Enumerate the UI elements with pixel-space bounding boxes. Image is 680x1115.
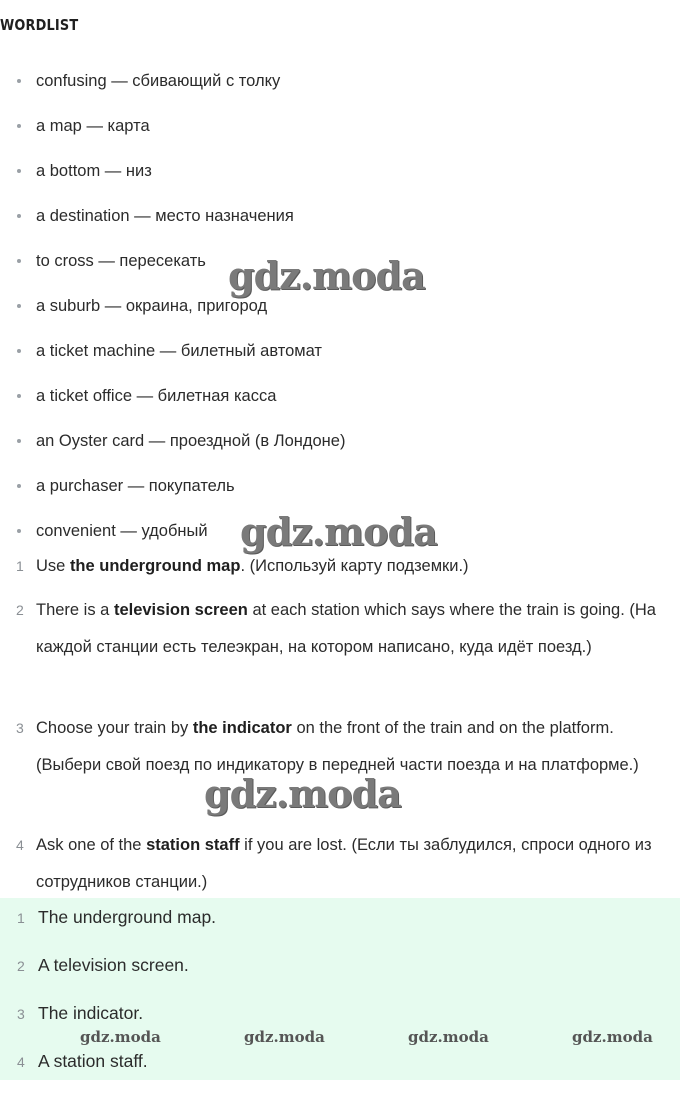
step-number: 4 xyxy=(16,837,24,853)
step-item xyxy=(0,592,680,702)
answer-text: A television screen. xyxy=(38,955,189,975)
key-phrase: the indicator xyxy=(192,719,292,737)
watermark: gdz.moda xyxy=(204,771,401,816)
watermark: gdz.moda xyxy=(228,253,425,298)
watermark: gdz.moda xyxy=(244,1028,325,1046)
bullet-icon xyxy=(17,349,21,353)
list-item xyxy=(0,159,680,183)
word-entry: an Oyster card — проездной (в Лондоне) xyxy=(36,432,346,450)
bullet-icon xyxy=(17,169,21,173)
word-entry: a suburb — окраина, пригород xyxy=(36,297,268,315)
bullet-icon xyxy=(17,439,21,443)
answer-number: 4 xyxy=(17,1054,25,1070)
word-entry: confusing — сбивающий с толку xyxy=(36,72,281,90)
answer-number: 2 xyxy=(17,958,25,974)
step-number: 3 xyxy=(16,720,24,736)
key-phrase: the underground map xyxy=(69,557,241,575)
answer-text: A station staff. xyxy=(38,1051,148,1071)
list-item xyxy=(0,384,680,408)
wordlist-heading: WORDLIST xyxy=(0,16,79,34)
step-text: Use the underground map. (Используй карту подземки.) xyxy=(36,557,469,575)
watermark: gdz.moda xyxy=(408,1028,489,1046)
list-item xyxy=(0,429,680,453)
list-item xyxy=(0,474,680,498)
step-number: 2 xyxy=(16,602,24,618)
bullet-icon xyxy=(17,79,21,83)
word-entry: convenient — удобный xyxy=(36,522,208,540)
step-item xyxy=(0,827,680,900)
watermark: gdz.moda xyxy=(80,1028,161,1046)
word-entry: a ticket machine — билетный автомат xyxy=(36,342,322,360)
key-phrase: station staff xyxy=(146,836,240,854)
step-number: 1 xyxy=(16,558,24,574)
list-item xyxy=(0,114,680,138)
step-text: Ask one of the station staff if you are lost. (Если ты заблудился, спроси одного из сотрудников станции.) xyxy=(36,836,652,891)
bullet-icon xyxy=(17,484,21,488)
answer-row xyxy=(0,950,680,980)
watermark: gdz.moda xyxy=(572,1028,653,1046)
list-item xyxy=(0,204,680,228)
answers-panel xyxy=(0,898,680,1080)
word-entry: a destination — место назначения xyxy=(36,207,294,225)
answer-row xyxy=(0,998,680,1028)
answer-number: 1 xyxy=(17,910,25,926)
answer-text: The indicator. xyxy=(38,1003,144,1023)
list-item xyxy=(0,339,680,363)
word-entry: a bottom — низ xyxy=(36,162,152,180)
word-entry: a purchaser — покупатель xyxy=(36,477,235,495)
answer-row xyxy=(0,1046,680,1076)
answer-row xyxy=(0,902,680,932)
answer-text: The underground map. xyxy=(38,907,217,927)
word-entry: a ticket office — билетная касса xyxy=(36,387,277,405)
key-phrase: television screen xyxy=(113,601,248,619)
bullet-icon xyxy=(17,529,21,533)
bullet-icon xyxy=(17,214,21,218)
bullet-icon xyxy=(17,124,21,128)
word-entry: a map — карта xyxy=(36,117,150,135)
word-entry: to cross — пересекать xyxy=(36,252,206,270)
bullet-icon xyxy=(17,304,21,308)
bullet-icon xyxy=(17,394,21,398)
step-text: There is a television screen at each station which says where the train is going. (На каждой станции есть телеэкран, на котором написано, куда идёт поезд.) xyxy=(36,601,656,656)
answer-number: 3 xyxy=(17,1006,25,1022)
watermark: gdz.moda xyxy=(240,509,437,554)
bullet-icon xyxy=(17,259,21,263)
step-text: Choose your train by the indicator on the front of the train and on the platform. (Выбери свой поезд по индикатору в передней части поезда и на платформе.) xyxy=(36,719,639,774)
list-item xyxy=(0,69,680,93)
